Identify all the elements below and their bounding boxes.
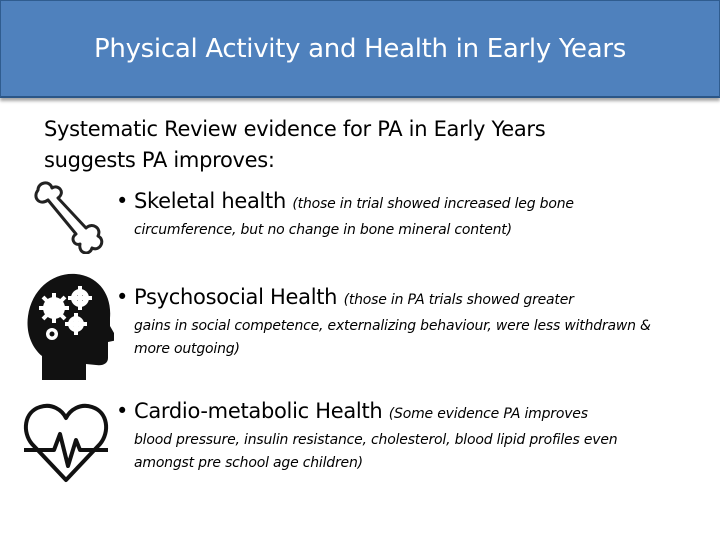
bullet-cardio: • Cardio-metabolic Health (Some evidence PA improves blood pressure, insulin resistance, cholesterol, blood lipid profiles even amongst pre school age children)	[116, 396, 676, 475]
bullet-title: Psychosocial Health	[134, 285, 338, 309]
bullet-title: Skeletal health	[134, 189, 287, 213]
bullet-note-start: (Some evidence PA improves	[388, 406, 588, 422]
head-gears-icon	[24, 268, 114, 384]
bullet-title: Cardio-metabolic Health	[134, 399, 383, 423]
bullet-note-rest: blood pressure, insulin resistance, cholesterol, blood lipid profiles even amongst pre school age children)	[134, 432, 618, 471]
intro-text	[44, 114, 684, 176]
bone-icon	[28, 178, 108, 254]
page-title: Physical Activity and Health in Early Years	[94, 33, 626, 64]
bullet-note-rest: gains in social competence, externalizing behaviour, were less withdrawn & more outgoing)	[134, 318, 651, 357]
bullet-psychosocial: • Psychosocial Health (those in PA trials showed greater gains in social competence, externalizing behaviour, were less withdrawn & more outgoing)	[116, 282, 676, 361]
bullet-note-rest: circumference, but no change in bone mineral content)	[134, 222, 512, 238]
bullet-skeletal: • Skeletal health (those in trial showed increased leg bone circumference, but no change in bone mineral content)	[116, 186, 676, 242]
intro-line-2: suggests PA improves:	[44, 148, 275, 172]
heart-pulse-icon	[22, 400, 110, 486]
bullet-note-start: (those in trial showed increased leg bone	[292, 196, 574, 212]
bullet-note-start: (those in PA trials showed greater	[343, 292, 574, 308]
intro-line-1: Systematic Review evidence for PA in Early Years	[44, 117, 546, 141]
title-banner	[0, 0, 720, 98]
